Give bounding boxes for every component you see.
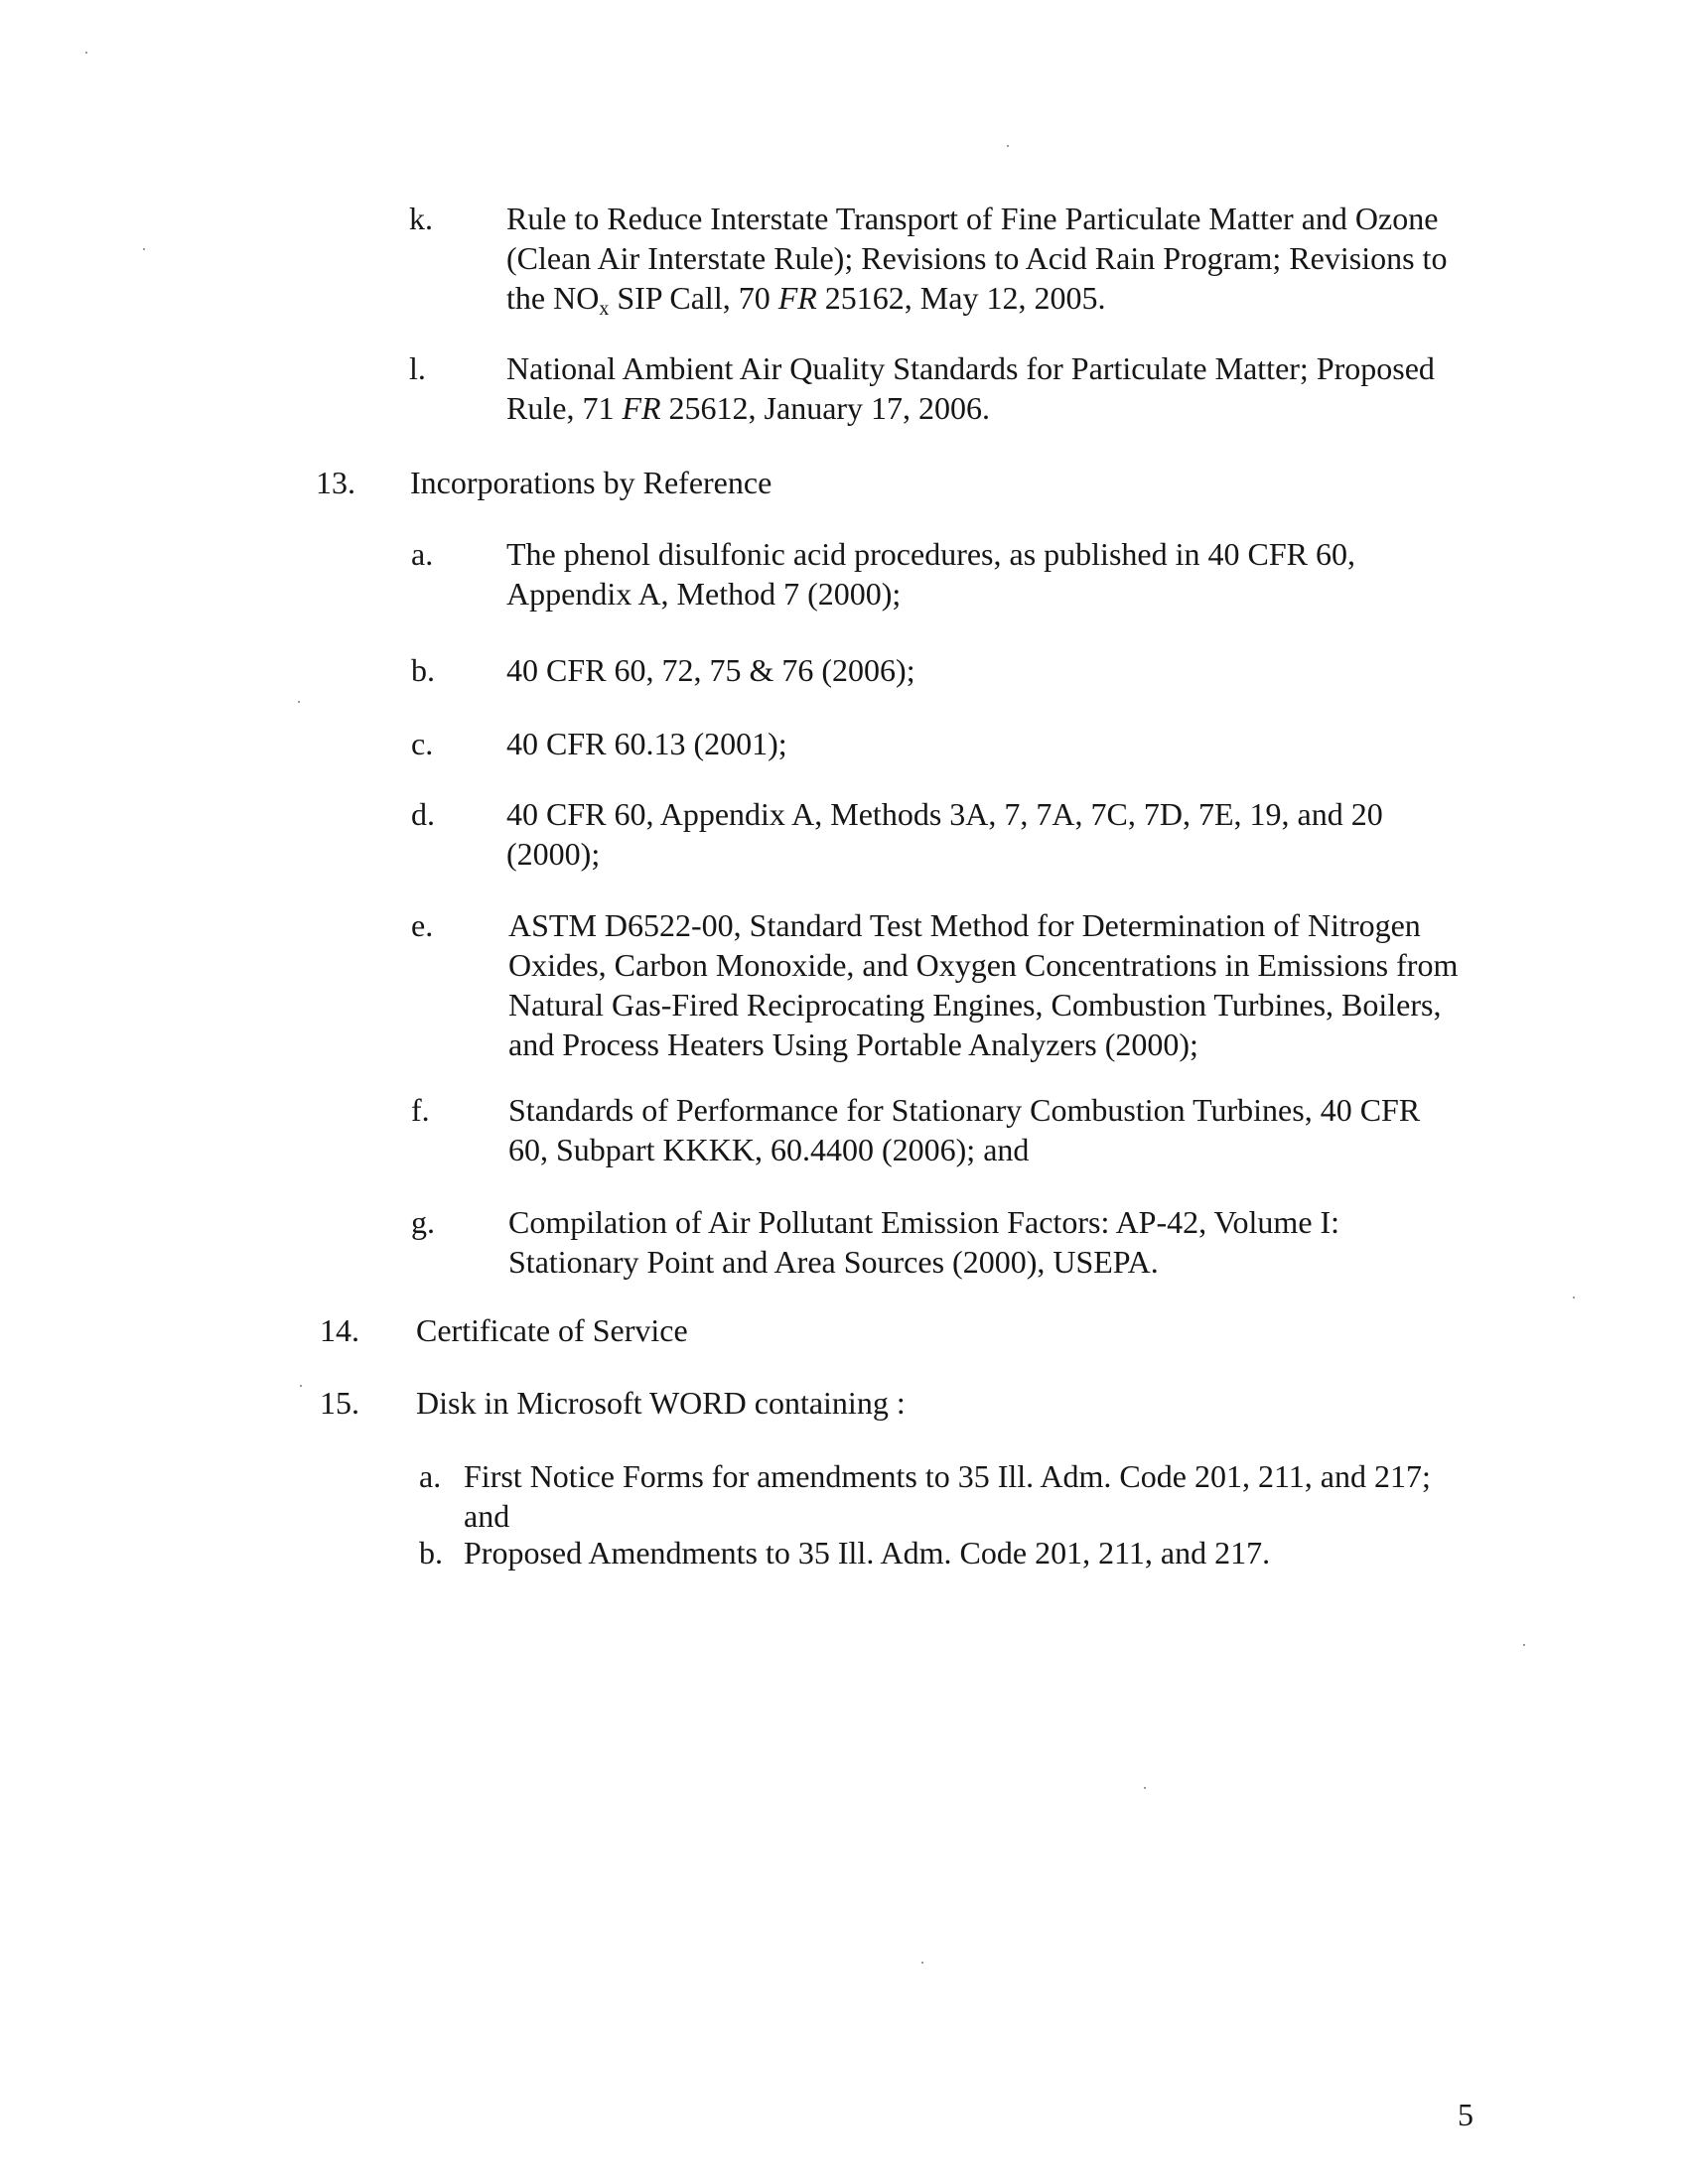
item-text xyxy=(410,463,772,502)
text-line xyxy=(506,388,1435,428)
item-text xyxy=(506,534,1355,614)
item-marker: b. xyxy=(419,1535,443,1570)
text-line: National Ambient Air Quality Standards for Particulate Matter; Proposed xyxy=(506,350,1435,386)
text-line: First Notice Forms for amendments to 35 Ill. Adm. Code 201, 211, and 217; xyxy=(464,1458,1431,1494)
text-line: Disk in Microsoft WORD containing : xyxy=(416,1385,906,1421)
text-line: Appendix A, Method 7 (2000); xyxy=(506,576,902,612)
item-marker: a. xyxy=(419,1458,442,1494)
item-marker: 14. xyxy=(320,1312,359,1348)
scan-speck xyxy=(85,52,87,54)
item-text xyxy=(508,1202,1339,1282)
item-text xyxy=(506,348,1435,428)
item-text xyxy=(416,1310,688,1350)
item-marker: d. xyxy=(411,796,435,832)
text-line: Stationary Point and Area Sources (2000), USEPA. xyxy=(508,1244,1159,1280)
text-line: and Process Heaters Using Portable Analyzers (2000); xyxy=(508,1026,1198,1062)
item-marker: c. xyxy=(411,726,434,761)
scan-speck xyxy=(143,248,145,250)
text-line: 40 CFR 60.13 (2001); xyxy=(506,726,787,761)
item-marker: 15. xyxy=(320,1385,359,1421)
text-line: Proposed Amendments to 35 Ill. Adm. Code 201, 211, and 217. xyxy=(464,1535,1271,1570)
scan-speck xyxy=(1007,145,1009,147)
scan-speck xyxy=(1523,1644,1525,1646)
text-line: Compilation of Air Pollutant Emission Factors: AP-42, Volume I: xyxy=(508,1204,1340,1240)
item-text xyxy=(508,905,1458,1064)
page-number: 5 xyxy=(1458,2097,1474,2132)
subscript: x xyxy=(599,298,610,320)
scan-speck xyxy=(921,1962,923,1964)
item-text xyxy=(506,650,915,690)
text-line: 40 CFR 60, Appendix A, Methods 3A, 7, 7A, 7C, 7D, 7E, 19, and 20 xyxy=(506,796,1383,832)
text-line: Oxides, Carbon Monoxide, and Oxygen Concentrations in Emissions from xyxy=(508,947,1459,983)
text-line: (Clean Air Interstate Rule); Revisions to Acid Rain Program; Revisions to xyxy=(506,240,1448,276)
text-line: 60, Subpart KKKK, 60.4400 (2006); and xyxy=(508,1132,1030,1167)
item-marker: b. xyxy=(411,652,435,688)
item-text xyxy=(506,199,1447,318)
item-text xyxy=(464,1533,1270,1572)
text-line: Standards of Performance for Stationary Combustion Turbines, 40 CFR xyxy=(508,1092,1421,1128)
text-line: ASTM D6522-00, Standard Test Method for Determination of Nitrogen xyxy=(508,907,1421,943)
item-marker: g. xyxy=(411,1204,435,1240)
text-line: Natural Gas-Fired Reciprocating Engines, Combustion Turbines, Boilers, xyxy=(508,987,1442,1023)
item-text xyxy=(464,1456,1431,1536)
item-marker: f. xyxy=(411,1092,430,1128)
text-line: Incorporations by Reference xyxy=(410,465,772,500)
scan-speck xyxy=(1573,1297,1575,1298)
text-run: 25162, May 12, 2005. xyxy=(816,280,1106,316)
text-line: Certificate of Service xyxy=(416,1312,688,1348)
text-line: (2000); xyxy=(506,836,601,872)
item-marker: 13. xyxy=(316,465,355,500)
item-text xyxy=(506,724,787,763)
item-text xyxy=(506,794,1383,874)
text-run: the NO xyxy=(506,280,600,316)
item-marker: l. xyxy=(409,350,426,386)
italic-run: FR xyxy=(622,390,661,426)
item-text xyxy=(508,1090,1420,1169)
italic-run: FR xyxy=(777,280,817,316)
text-run: Rule, 71 xyxy=(506,390,623,426)
scan-speck xyxy=(300,1385,302,1387)
text-run: 25612, January 17, 2006. xyxy=(660,390,991,426)
text-run: SIP Call, 70 xyxy=(609,280,778,316)
text-line: Rule to Reduce Interstate Transport of Fine Particulate Matter and Ozone xyxy=(506,201,1439,236)
item-text xyxy=(416,1383,906,1423)
scan-speck xyxy=(1144,1787,1146,1789)
item-marker: k. xyxy=(409,201,433,236)
scan-speck xyxy=(298,701,300,703)
text-line xyxy=(506,278,1447,318)
text-line: and xyxy=(464,1498,510,1534)
item-marker: e. xyxy=(411,907,434,943)
text-line: 40 CFR 60, 72, 75 & 76 (2006); xyxy=(506,652,915,688)
text-line: The phenol disulfonic acid procedures, as published in 40 CFR 60, xyxy=(506,536,1355,572)
item-marker: a. xyxy=(411,536,434,572)
